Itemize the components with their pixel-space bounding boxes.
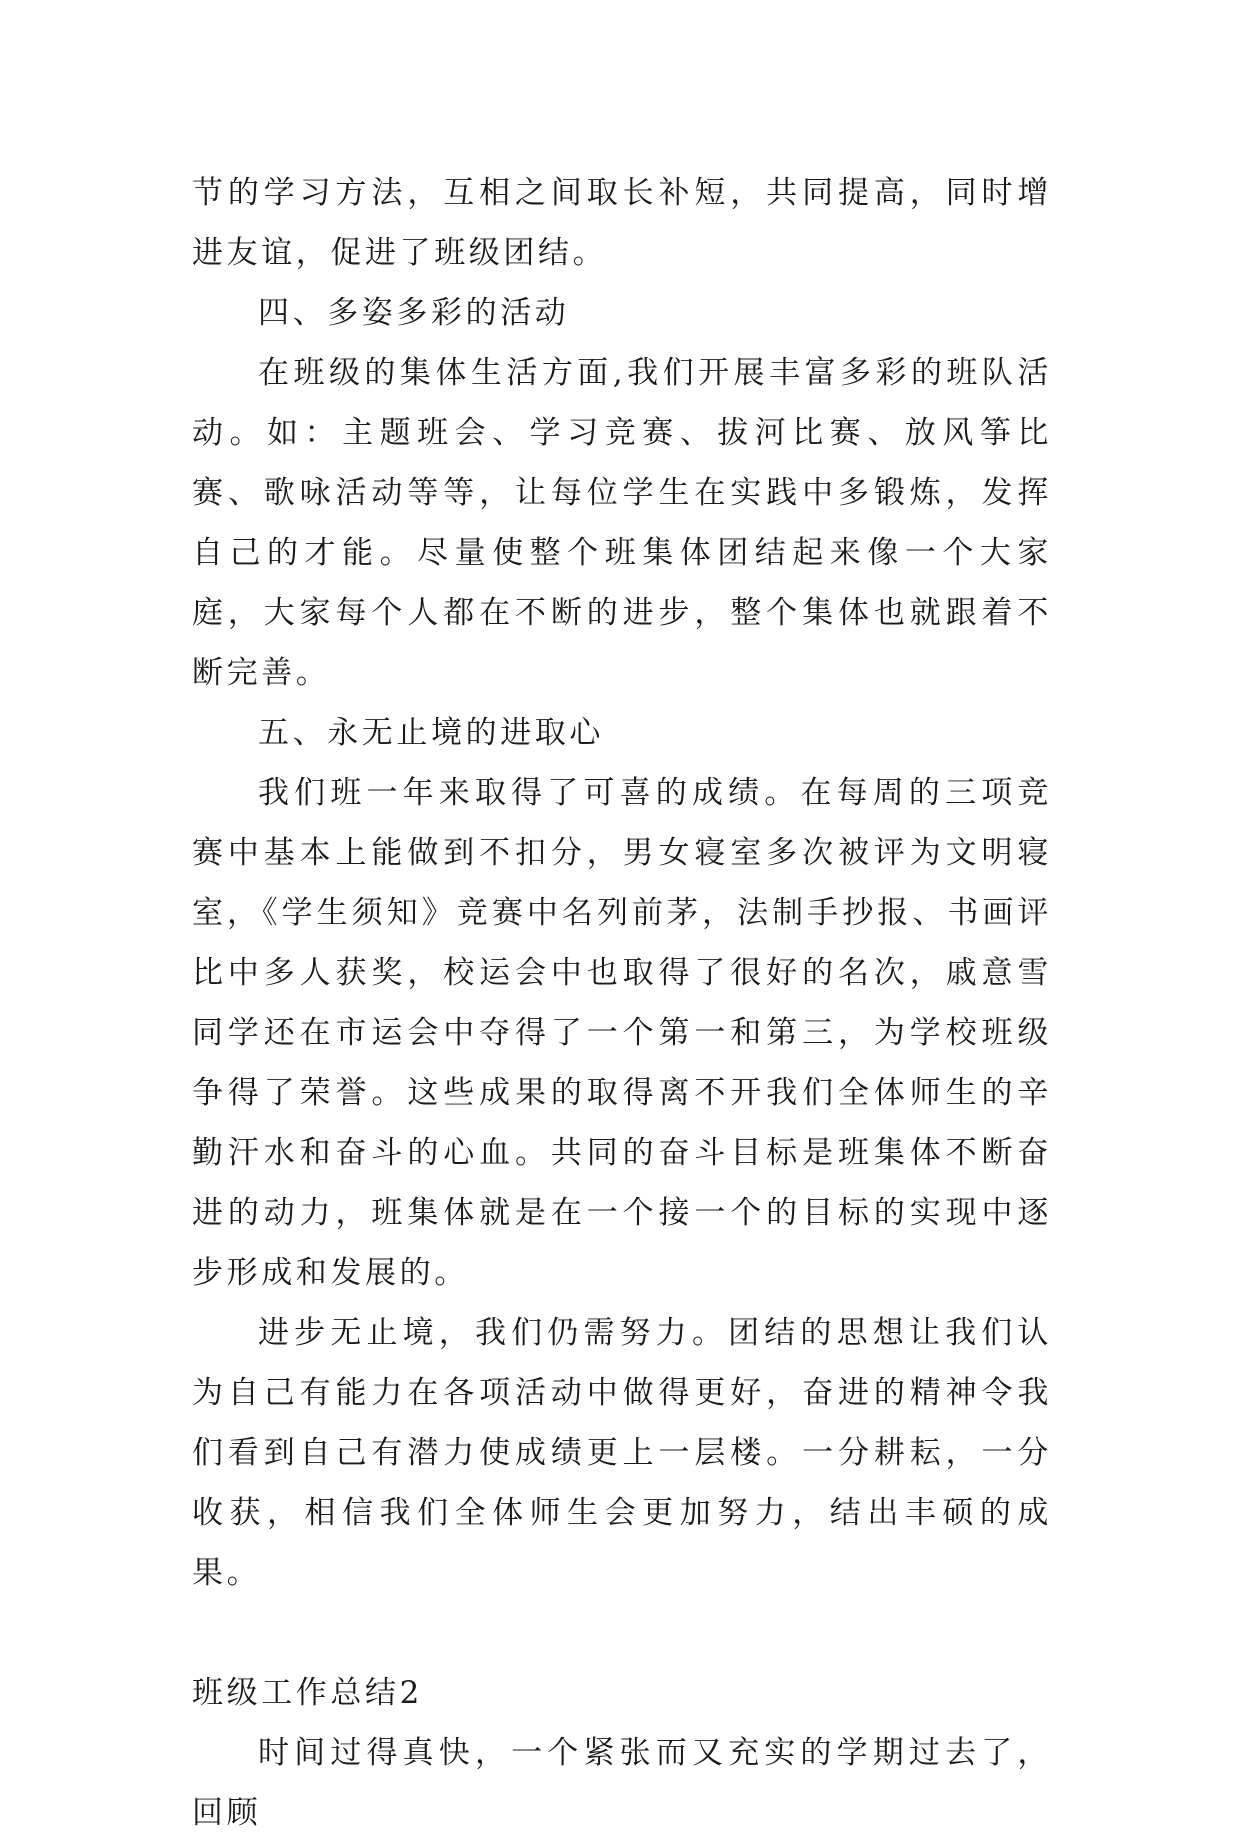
paragraph-activities: 在班级的集体生活方面,我们开展丰富多彩的班队活动。如：主题班会、学习竞赛、拔河比赛、放风筝比赛、歌咏活动等等，让每位学生在实践中多锻炼，发挥自己的才能。尽量使整个班集体团结起来像一个大家庭，大家每个人都在不断的进步，整个集体也就跟着不断完善。 xyxy=(192,355,1052,691)
document-section-title: 班级工作总结2 xyxy=(192,1675,423,1711)
section-heading-5: 五、永无止境的进取心 xyxy=(258,715,604,751)
paragraph-progress: 进步无止境，我们仍需努力。团结的思想让我们认为自己有能力在各项活动中做得更好，奋进的精神令我们看到自己有潜力使成绩更上一层楼。一分耕耘，一分收获，相信我们全体师生会更加努力，结出丰硕的成果。 xyxy=(192,1315,1052,1591)
paragraph-continuation: 节的学习方法，互相之间取长补短，共同提高，同时增进友谊，促进了班级团结。 xyxy=(192,175,1052,271)
document-body xyxy=(192,163,1052,1843)
section-heading-4: 四、多姿多彩的活动 xyxy=(258,295,570,331)
paragraph-achievements: 我们班一年来取得了可喜的成绩。在每周的三项竞赛中基本上能做到不扣分，男女寝室多次被评为文明寝室，《学生须知》竞赛中名列前茅，法制手抄报、书画评比中多人获奖，校运会中也取得了很好的名次，戚意雪同学还在市运会中夺得了一个第一和第三，为学校班级争得了荣誉。这些成果的取得离不开我们全体师生的辛勤汗水和奋斗的心血。共同的奋斗目标是班集体不断奋进的动力，班集体就是在一个接一个的目标的实现中逐步形成和发展的。 xyxy=(192,775,1052,1291)
paragraph-review: 时间过得真快，一个紧张而又充实的学期过去了，回顾 xyxy=(192,1735,1052,1831)
